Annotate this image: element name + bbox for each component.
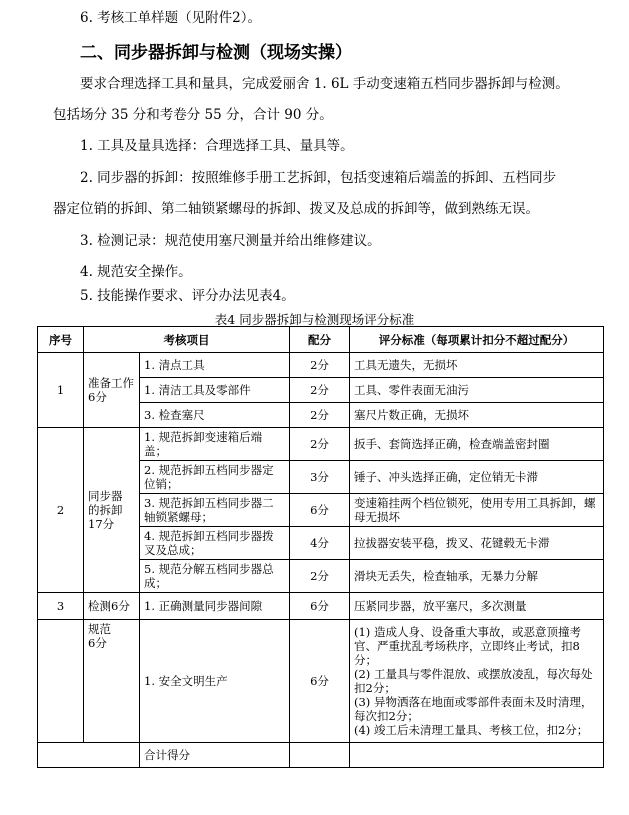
table-row (38, 353, 604, 378)
category-cell: 准备工作 6分 (84, 353, 140, 428)
criteria-cell: 塞尺片数正确，无损坏 (350, 403, 604, 428)
text-line-9: 4. 规范安全操作。 (80, 264, 192, 280)
total-label: 合计得分 (140, 743, 290, 768)
category-cell: 检测6分 (84, 593, 140, 620)
criteria-cell: 变速箱挂两个档位锁死，使用专用工具拆卸，螺母无损坏 (350, 494, 604, 527)
scoring-table (37, 326, 604, 768)
category-cell: 同步器 的拆卸 17分 (84, 428, 140, 593)
row-number: 3 (38, 593, 84, 620)
item-cell: 5. 规范分解五档同步器总成； (140, 560, 290, 593)
item-cell: 1. 正确测量同步器间隙 (140, 593, 290, 620)
row-number (38, 620, 84, 743)
total-empty-cell (38, 743, 140, 768)
score-cell: 2分 (290, 560, 350, 593)
header-no: 序号 (38, 327, 84, 353)
criteria-cell: 压紧同步器，放平塞尺，多次测量 (350, 593, 604, 620)
text-line-4: 包括场分 35 分和考卷分 55 分，合计 90 分。 (53, 107, 333, 123)
item-cell: 1. 清洁工具及零部件 (140, 378, 290, 403)
table-row (38, 620, 604, 743)
item-cell: 4. 规范拆卸五档同步器拨叉及总成； (140, 527, 290, 560)
category-cell: 规范 6分 (84, 620, 140, 743)
row-number: 2 (38, 428, 84, 593)
item-cell: 2. 规范拆卸五档同步器定位销； (140, 461, 290, 494)
row-number: 1 (38, 353, 84, 428)
text-line-6: 2. 同步器的拆卸：按照维修手册工艺拆卸，包括变速箱后端盖的拆卸、五档同步 (80, 170, 557, 186)
item-cell: 1. 规范拆卸变速箱后端盖； (140, 428, 290, 461)
header-score: 配分 (290, 327, 350, 353)
text-line-3: 要求合理选择工具和量具，完成爱丽舍 1. 6L 手动变速箱五档同步器拆卸与检测。 (80, 76, 569, 92)
table-row (38, 428, 604, 461)
criteria-cell: (1) 造成人身、设备重大事故，或恶意顶撞考官、严重扰乱考场秩序，立即终止考试，扣8分； (2) 工量具与零件混放、或摆放凌乱，每次每处扣2分； (3) 异物洒落在地面或零部件表面未及时清理，每次扣2分； (4) 竣工后未清理工量具、考核工位，扣2分； (350, 620, 604, 743)
score-cell: 4分 (290, 527, 350, 560)
text-line-7: 器定位销的拆卸、第二轴锁紧螺母的拆卸、拨叉及总成的拆卸等，做到熟练无误。 (53, 201, 539, 217)
table-caption: 表4 同步器拆卸与检测现场评分标准 (214, 312, 415, 327)
score-cell: 2分 (290, 403, 350, 428)
total-criteria-cell (350, 743, 604, 768)
item-cell: 1. 清点工具 (140, 353, 290, 378)
item-cell: 3. 检查塞尺 (140, 403, 290, 428)
criteria-cell: 扳手、套筒选择正确，检查端盖密封圈 (350, 428, 604, 461)
criteria-cell: 工具、零件表面无油污 (350, 378, 604, 403)
score-cell: 6分 (290, 494, 350, 527)
score-cell: 6分 (290, 620, 350, 743)
item-cell: 1. 安全文明生产 (140, 620, 290, 743)
criteria-cell: 拉拔器安装平稳，拨叉、花键毂无卡滞 (350, 527, 604, 560)
score-cell: 6分 (290, 593, 350, 620)
item-cell: 3. 规范拆卸五档同步器二轴锁紧螺母； (140, 494, 290, 527)
criteria-cell: 锤子、冲头选择正确，定位销无卡滞 (350, 461, 604, 494)
score-cell: 2分 (290, 353, 350, 378)
section-heading: 二、同步器拆卸与检测（现场实操） (80, 43, 352, 63)
table-row (38, 593, 604, 620)
criteria-cell: 滑块无丢失，检查轴承，无暴力分解 (350, 560, 604, 593)
score-cell: 2分 (290, 378, 350, 403)
total-score-cell (290, 743, 350, 768)
score-cell: 3分 (290, 461, 350, 494)
text-line-8: 3. 检测记录：规范使用塞尺测量并给出维修建议。 (80, 233, 381, 249)
score-cell: 2分 (290, 428, 350, 461)
total-row (38, 743, 604, 768)
criteria-cell: 工具无遗失，无损坏 (350, 353, 604, 378)
header-item: 考核项目 (84, 327, 290, 353)
text-line-1: 6. 考核工单样题（见附件2）。 (80, 10, 262, 26)
header-criteria: 评分标准（每项累计扣分不超过配分） (350, 327, 604, 353)
text-line-5: 1. 工具及量具选择：合理选择工具、量具等。 (80, 138, 354, 154)
text-line-10: 5. 技能操作要求、评分办法见表4。 (80, 288, 295, 304)
